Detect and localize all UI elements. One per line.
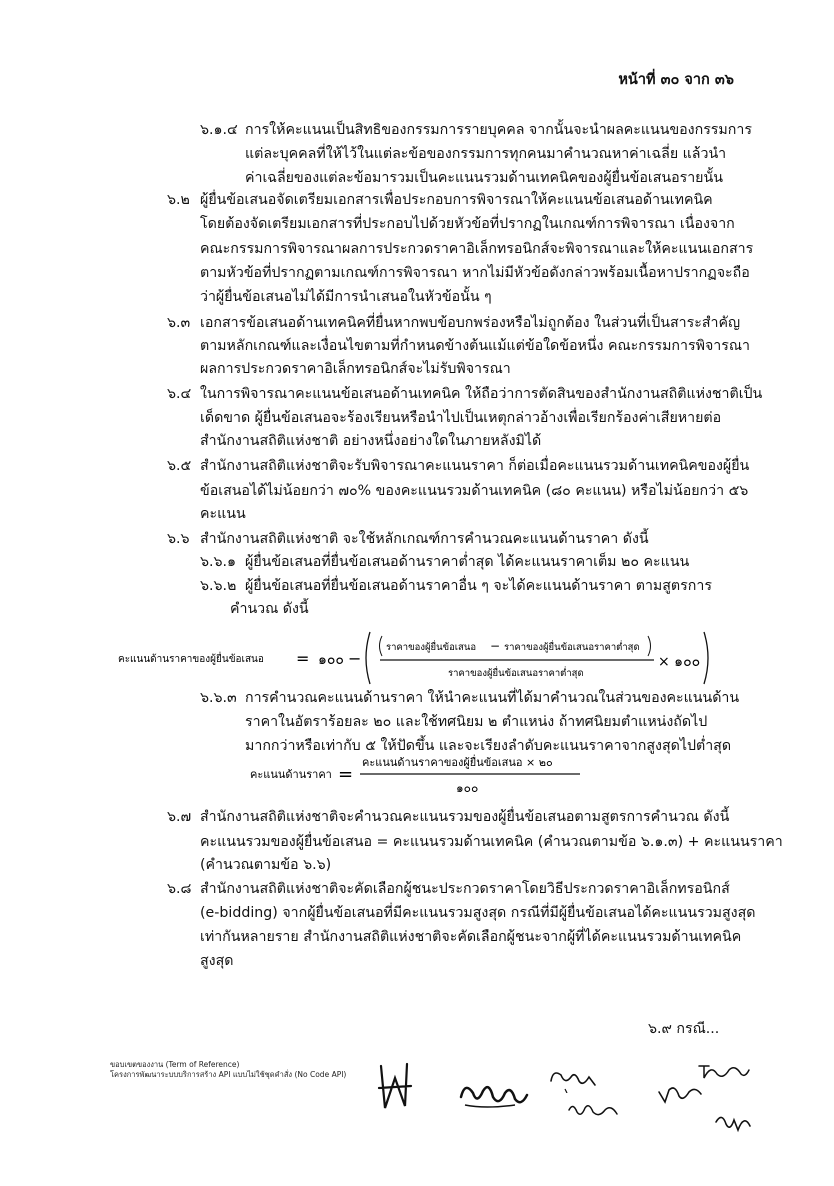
text-line: ตามหลักเกณฑ์และเงื่อนไขตามที่กำหนดข้างต้นแม้แต่ข้อใดข้อหนึ่ง คณะกรรมการพิจารณา [200, 338, 750, 354]
section-number: ๖.๒ [167, 192, 190, 208]
text-line: คณะกรรมการพิจารณาผลการประกวดราคาอิเล็กทรอนิกส์จะพิจารณาและให้คะแนนเอกสาร [200, 241, 754, 257]
text-line: สำนักงานสถิติแห่งชาติ จะใช้หลักเกณฑ์การคำนวณคะแนนด้านราคา ดังนี้ [200, 531, 649, 547]
text-line: ข้อเสนอได้ไม่น้อยกว่า ๗๐% ของคะแนนรวมด้านเทคนิค (๘๐ คะแนน) หรือไม่น้อยกว่า ๕๖ [200, 483, 749, 499]
text-line: ในการพิจารณาคะแนนข้อเสนอด้านเทคนิค ให้ถือว่าการตัดสินของสำนักงานสถิติแห่งชาติเป็น [200, 386, 763, 402]
formula-times: × ๑๐๐ [658, 654, 701, 670]
text-line: ค่าเฉลี่ยของแต่ละข้อมารวมเป็นคะแนนรวมด้านเทคนิคของผู้ยื่นข้อเสนอรายนั้น [245, 170, 723, 186]
text-line: ผู้ยื่นข้อเสนอที่ยื่นข้อเสนอด้านราคาต่ำสุด ได้คะแนนราคาเต็ม ๒๐ คะแนน [245, 554, 690, 570]
section-number: ๖.๕ [167, 458, 192, 474]
price-score-formula [118, 628, 718, 688]
text-line: ราคาในอัตราร้อยละ ๒๐ และใช้ทศนิยม ๒ ตำแหน่ง ถ้าทศนิยมตำแหน่งถัดไป [245, 714, 708, 730]
text-line: ผู้ยื่นข้อเสนอที่ยื่นข้อเสนอด้านราคาอื่น ๆ จะได้คะแนนด้านราคา ตามสูตรการ [245, 578, 712, 594]
text-line: มากกว่าหรือเท่ากับ ๕ ให้ปัดขึ้น และจะเรียงลำดับคะแนนราคาจากสูงสุดไปต่ำสุด [245, 738, 732, 754]
signature-2 [455, 1075, 535, 1115]
formula-lhs: คะแนนด้านราคาของผู้ยื่นข้อเสนอ [118, 654, 264, 665]
continuation-text: ๖.๙ กรณี... [648, 1021, 720, 1037]
text-line: สำนักงานสถิติแห่งชาติจะคัดเลือกผู้ชนะประกวดราคาโดยวิธีประกวดราคาอิเล็กทรอนิกส์ [200, 881, 730, 897]
inner-left-paren [380, 636, 383, 656]
footer-line-2: โครงการพัฒนาระบบบริการสร้าง API แบบไม่ใช้ชุดคำสั่ง (No Code API) [110, 1070, 347, 1079]
section-number: ๖.๖.๓ [200, 690, 237, 706]
text-line: ผลการประกวดราคาอิเล็กทรอนิกส์จะไม่รับพิจารณา [200, 361, 511, 377]
price-score-weight-formula [250, 748, 610, 796]
formula-num-a: ราคาของผู้ยื่นข้อเสนอ [386, 642, 477, 653]
formula-equals: = [296, 649, 310, 668]
text-line: คำนวณ ดังนี้ [230, 601, 309, 617]
section-number: ๖.๘ [167, 881, 192, 897]
text-line: เด็ดขาด ผู้ยื่นข้อเสนอจะร้องเรียนหรือนำไปเป็นเหตุกล่าวอ้างเพื่อเรียกร้องค่าเสียหายต่อ [200, 410, 722, 426]
section-number: ๖.๖.๑ [200, 554, 237, 570]
formula2-den: ๑๐๐ [456, 781, 479, 795]
formula2-lhs: คะแนนด้านราคา [250, 768, 332, 781]
formula-num-b: ราคาของผู้ยื่นข้อเสนอราคาต่ำสุด [504, 642, 640, 653]
text-line: โดยต้องจัดเตรียมเอกสารที่ประกอบไปด้วยหัวข้อที่ปรากฏในเกณฑ์การพิจารณา เนื่องจาก [200, 216, 735, 232]
text-line: (e-bidding) จากผู้ยื่นข้อเสนอที่มีคะแนนรวมสูงสุด กรณีที่มีผู้ยื่นข้อเสนอได้คะแนนรวมสูงสุด [200, 905, 756, 921]
text-line: คะแนนรวมของผู้ยื่นข้อเสนอ = คะแนนรวมด้านเทคนิค (คำนวณตามข้อ ๖.๑.๓) + คะแนนราคา [200, 834, 783, 850]
formula-num-sub: − [490, 639, 501, 653]
text-line: เอกสารข้อเสนอด้านเทคนิคที่ยื่นหากพบข้อบกพร่องหรือไม่ถูกต้อง ในส่วนที่เป็นสาระสำคัญ [200, 315, 741, 331]
signature-1 [375, 1058, 415, 1116]
formula-hundred: ๑๐๐ [318, 652, 344, 668]
section-number: ๖.๔ [167, 386, 192, 402]
text-line: ตามหัวข้อที่ปรากฏตามเกณฑ์การพิจารณา หากไม่มีหัวข้อดังกล่าวพร้อมเนื้อหาปรากฏจะถือ [200, 265, 750, 281]
text-line: ว่าผู้ยื่นข้อเสนอไม่ได้มีการนำเสนอในหัวข้อนั้น ๆ [200, 289, 492, 305]
signature-6 [695, 1058, 755, 1084]
text-line: การคำนวณคะแนนด้านราคา ให้นำคะแนนที่ได้มาคำนวณในส่วนของคะแนนด้าน [245, 690, 740, 706]
text-line: แต่ละบุคคลที่ให้ไว้ในแต่ละข้อของกรรมการทุกคนมาคำนวณหาค่าเฉลี่ย แล้วนำ [245, 146, 727, 162]
right-paren [704, 632, 708, 684]
formula-minus: − [348, 649, 362, 668]
text-line: สำนักงานสถิติแห่งชาติจะคำนวณคะแนนรวมของผู้ยื่นข้อเสนอตามสูตรการคำนวณ ดังนี้ [200, 809, 730, 825]
text-line: คะแนน [200, 506, 246, 522]
signature-7 [712, 1108, 756, 1136]
text-line: การให้คะแนนเป็นสิทธิของกรรมการรายบุคคล จากนั้นจะนำผลคะแนนของกรรมการ [245, 122, 752, 138]
page-number: หน้าที่ ๓๐ จาก ๓๖ [618, 72, 734, 88]
section-number: ๖.๑.๔ [200, 122, 238, 138]
signature-3 [545, 1065, 605, 1093]
inner-right-paren [648, 636, 651, 656]
section-number: ๖.๓ [167, 315, 191, 331]
text-line: เท่ากันหลายราย สำนักงานสถิติแห่งชาติจะคัดเลือกผู้ชนะจากผู้ที่ได้คะแนนรวมด้านเทคนิค [200, 929, 742, 945]
left-paren [366, 632, 370, 684]
footer-line-1: ขอบเขตของงาน (Term of Reference) [110, 1060, 240, 1069]
text-line: สำนักงานสถิติแห่งชาติ อย่างหนึ่งอย่างใดในภายหลังมิได้ [200, 433, 542, 449]
formula2-num: คะแนนด้านราคาของผู้ยื่นข้อเสนอ × ๒๐ [362, 756, 553, 769]
text-line: ผู้ยื่นข้อเสนอจัดเตรียมเอกสารเพื่อประกอบการพิจารณาให้คะแนนข้อเสนอด้านเทคนิค [200, 192, 713, 208]
text-line: สูงสุด [200, 953, 234, 969]
signature-4 [565, 1100, 625, 1122]
signature-5 [655, 1082, 705, 1110]
section-number: ๖.๗ [167, 809, 192, 825]
section-number: ๖.๖ [167, 531, 190, 547]
section-number: ๖.๖.๒ [200, 578, 237, 594]
text-line: (คำนวณตามข้อ ๖.๖) [200, 857, 332, 873]
formula2-equals: = [338, 764, 354, 785]
text-line: สำนักงานสถิติแห่งชาติจะรับพิจารณาคะแนนราคา ก็ต่อเมื่อคะแนนรวมด้านเทคนิคของผู้ยื่น [200, 458, 750, 474]
formula-den: ราคาของผู้ยื่นข้อเสนอราคาต่ำสุด [448, 668, 584, 679]
